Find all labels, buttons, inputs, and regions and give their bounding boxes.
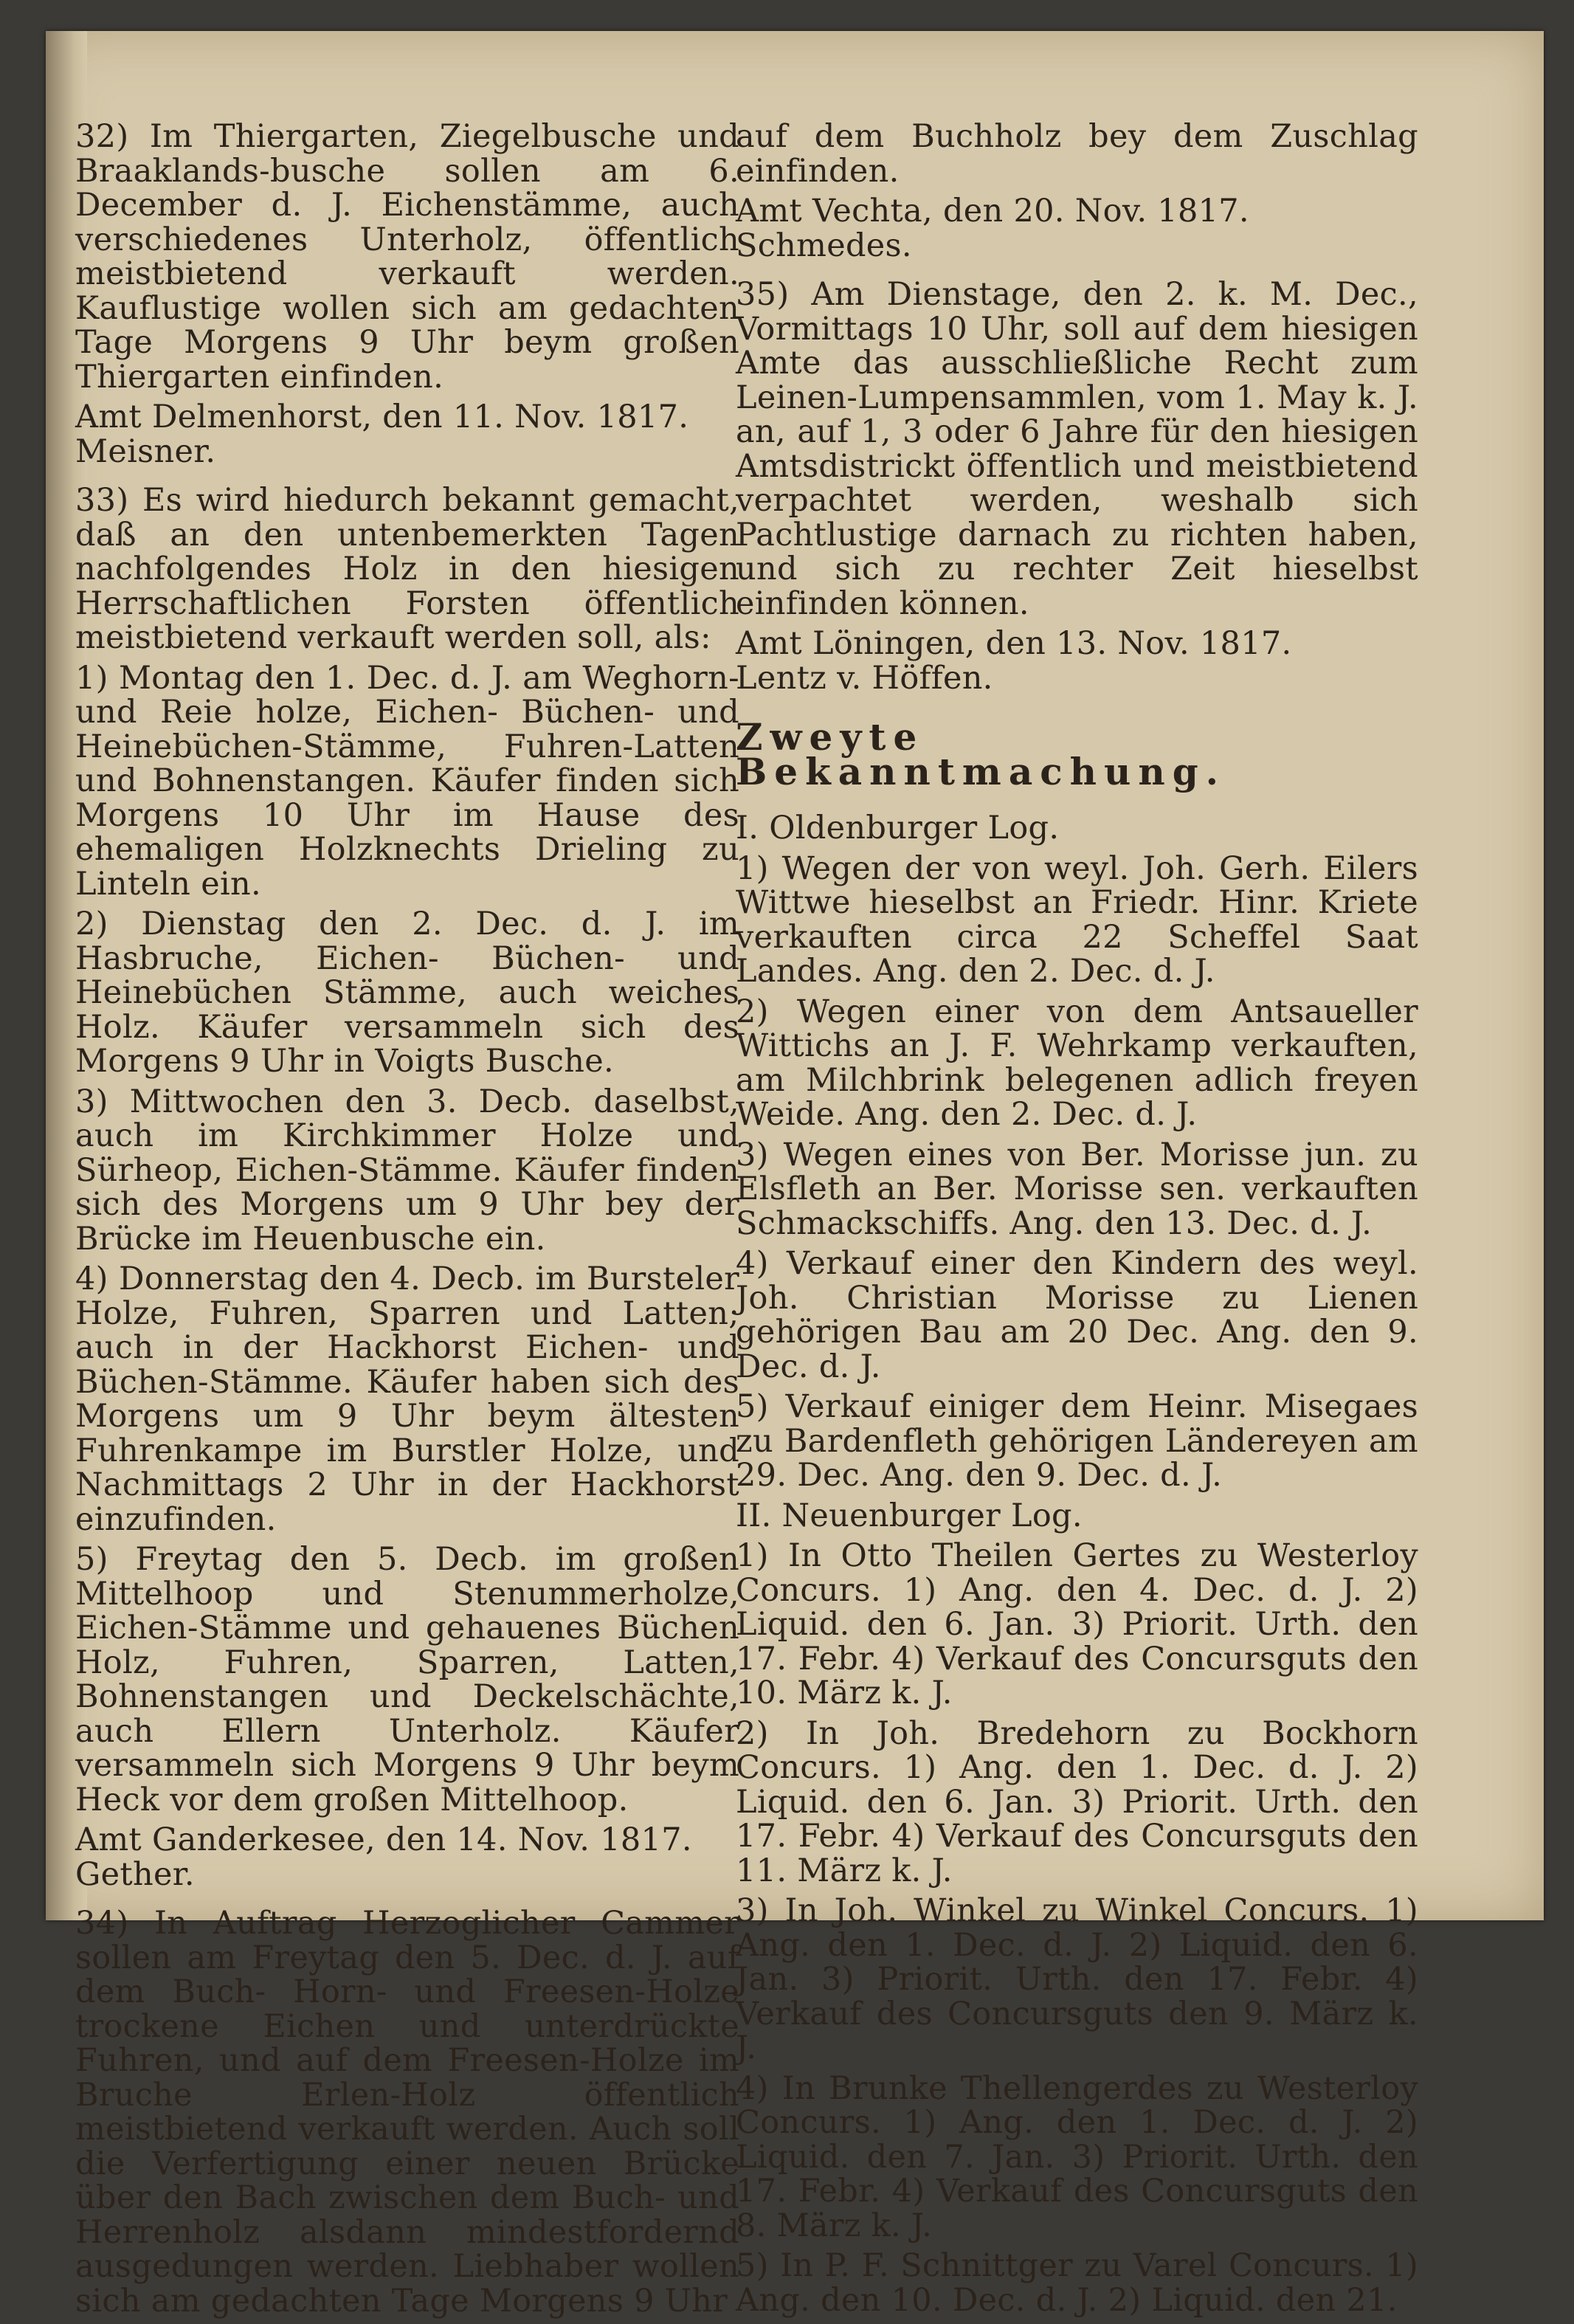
notice-33-place: Amt Ganderkesee, den 14. Nov. 1817.	[75, 1821, 692, 1858]
notice-35-text: 35) Am Dienstage, den 2. k. M. Dec., Vormittags 10 Uhr, soll auf dem hiesigen Amte das ausschließliche Recht zum Leinen-Lumpensammlen, vom 1. May k. J. an, auf 1, 3 oder 6 Jahre für den hiesigen Amtsdistrickt öffentlich und meistbietend verpachtet werden, weshalb sich Pachtlustige darnach zu richten haben, und sich zu rechter Zeit hieselbst einfinden können.	[736, 276, 1418, 622]
section-1-para: 1) Wegen der von weyl. Joh. Gerh. Eilers Wittwe hieselbst an Friedr. Hinr. Kriete verkauften circa 22 Scheffel Saat Landes. Ang. den 2. Dec. d. J.	[736, 849, 1418, 990]
notice-35-place: Amt Löningen, den 13. Nov. 1817.	[736, 625, 1292, 662]
section-heading: Zweyte Bekanntmachung.	[736, 715, 1226, 793]
notice-33-item: 5) Freytag den 5. Decb. im großen Mittelhoop und Stenummerholze, Eichen-Stämme und gehauenes Büchen Holz, Fuhren, Sparren, Latten, Bohnenstangen und Deckelschächte, auch Ellern Unterholz. Käufer versammeln sich Morgens 9 Uhr beym Heck vor dem großen Mittelhoop.	[75, 1541, 739, 1818]
notice-34-signature: Schmedes.	[736, 227, 912, 264]
notice-33-item: 3) Mittwochen den 3. Decb. daselbst, auch im Kirchkimmer Holze und Sürheop, Eichen-Stämme. Käufer finden sich des Morgens um 9 Uhr bey der Brücke im Heuenbusche ein.	[75, 1083, 739, 1258]
notice-33-signature: Gether.	[75, 1855, 195, 1893]
left-column	[75, 120, 739, 2324]
section-2-para: 3) In Joh. Winkel zu Winkel Concurs. 1) Ang. den 1. Dec. d. J. 2) Liquid. den 6. Jan. 3) Priorit. Urth. den 17. Febr. 4) Verkauf des Concursguts den 9. März k. J.	[736, 1892, 1418, 2066]
notice-34-text: 34) In Auftrag Herzoglicher Cammer sollen am Freytag den 5. Dec. d. J. auf dem Buch- Horn- und Freesen-Holze trockene Eichen und unterdrückte Fuhren, und auf dem Freesen-Holze im Bruche Erlen-Holz öffentlich meistbietend verkauft werden. Auch soll die Verfertigung einer neuen Brücke über den Bach zwischen dem Buch- und Herrenholz alsdann mindestfordernd ausgedungen werden. Liebhaber wollen sich am gedachten Tage Morgens 9 Uhr	[75, 1905, 739, 2320]
section-2-para: 5) In P. F. Schnittger zu Varel Concurs. 1) Ang. den 10. Dec. d. J. 2) Liquid. den 21.	[736, 2247, 1418, 2319]
section-1-para: 2) Wegen einer von dem Antsaueller Wittichs an J. F. Wehrkamp verkauften, am Milchbrink belegenen adlich freyen Weide. Ang. den 2. Dec. d. J.	[736, 993, 1418, 1133]
notice-34-place: Amt Vechta, den 20. Nov. 1817.	[736, 193, 1249, 230]
right-column	[736, 120, 1418, 2323]
section-1-label: I. Oldenburger Log.	[736, 810, 1060, 846]
notice-33-item: 4) Donnerstag den 4. Decb. im Bursteler Holze, Fuhren, Sparren und Latten; auch in der Hackhorst Eichen- und Büchen-Stämme. Käufer haben sich des Morgens um 9 Uhr beym ältesten Fuhrenkampe im Burstler Holze, und Nachmittags 2 Uhr in der Hackhorst einzufinden.	[75, 1261, 739, 1538]
section-1-para: 5) Verkauf einiger dem Heinr. Misegaes zu Bardenfleth gehörigen Ländereyen am 29. Dec. Ang. den 9. Dec. d. J.	[736, 1388, 1418, 1494]
notice-34-continued: auf dem Buchholz bey dem Zuschlag einfinden.	[736, 118, 1418, 190]
section-2-para: 4) In Brunke Thellengerdes zu Westerloy Concurs. 1) Ang. den 1. Dec. d. J. 2) Liquid. den 7. Jan. 3) Priorit. Urth. den 17. Febr. 4) Verkauf des Concursguts den 8. März k. J.	[736, 2069, 1418, 2244]
notice-32-signature: Meisner.	[75, 432, 216, 470]
notice-33-item: 1) Montag den 1. Dec. d. J. am Weghorn- und Reie holze, Eichen- Büchen- und Heinebüchen-Stämme, Fuhren-Latten und Bohnenstangen. Käufer finden sich Morgens 10 Uhr im Hause des ehemaligen Holzknechts Drieling zu Linteln ein.	[75, 659, 739, 903]
section-1-para: 3) Wegen eines von Ber. Morisse jun. zu Elsfleth an Ber. Morisse sen. verkauften Schmackschiffs. Ang. den 13. Dec. d. J.	[736, 1136, 1418, 1242]
section-2-para: 1) In Otto Theilen Gertes zu Westerloy Concurs. 1) Ang. den 4. Dec. d. J. 2) Liquid. den 6. Jan. 3) Priorit. Urth. den 17. Febr. 4) Verkauf des Concursguts den 10. März k. J.	[736, 1537, 1418, 1711]
notice-32-place: Amt Delmenhorst, den 11. Nov. 1817.	[75, 399, 689, 435]
newspaper-page	[46, 31, 1544, 2320]
notice-35-signature: Lentz v. Höffen.	[736, 659, 993, 697]
section-1-para: 4) Verkauf einer den Kindern des weyl. Joh. Christian Morisse zu Lienen gehörigen Bau am 20 Dec. Ang. den 9. Dec. d. J.	[736, 1245, 1418, 1385]
section-2-para: 2) In Joh. Bredehorn zu Bockhorn Concurs. 1) Ang. den 1. Dec. d. J. 2) Liquid. den 6. Jan. 3) Priorit. Urth. den 17. Febr. 4) Verkauf des Concursguts den 11. März k. J.	[736, 1714, 1418, 1889]
notice-33-intro: 33) Es wird hiedurch bekannt gemacht, daß an den untenbemerkten Tagen nachfolgendes Holz in den hiesigen Herrschaftlichen Forsten öffentlich meistbietend verkauft werden soll, als:	[75, 482, 739, 656]
notice-33-item: 2) Dienstag den 2. Dec. d. J. im Hasbruche, Eichen- Büchen- und Heinebüchen Stämme, auch weiches Holz. Käufer versammeln sich des Morgens 9 Uhr in Voigts Busche.	[75, 906, 739, 1080]
notice-32-text: 32) Im Thiergarten, Ziegelbusche und Braaklands-busche sollen am 6. December d. J. Eichenstämme, auch verschiedenes Unterholz, öffentlich meistbietend verkauft werden. Kauflustige wollen sich am gedachten Tage Morgens 9 Uhr beym großen Thiergarten einfinden.	[75, 118, 739, 396]
section-2-label: II. Neuenburger Log.	[736, 1497, 1083, 1534]
